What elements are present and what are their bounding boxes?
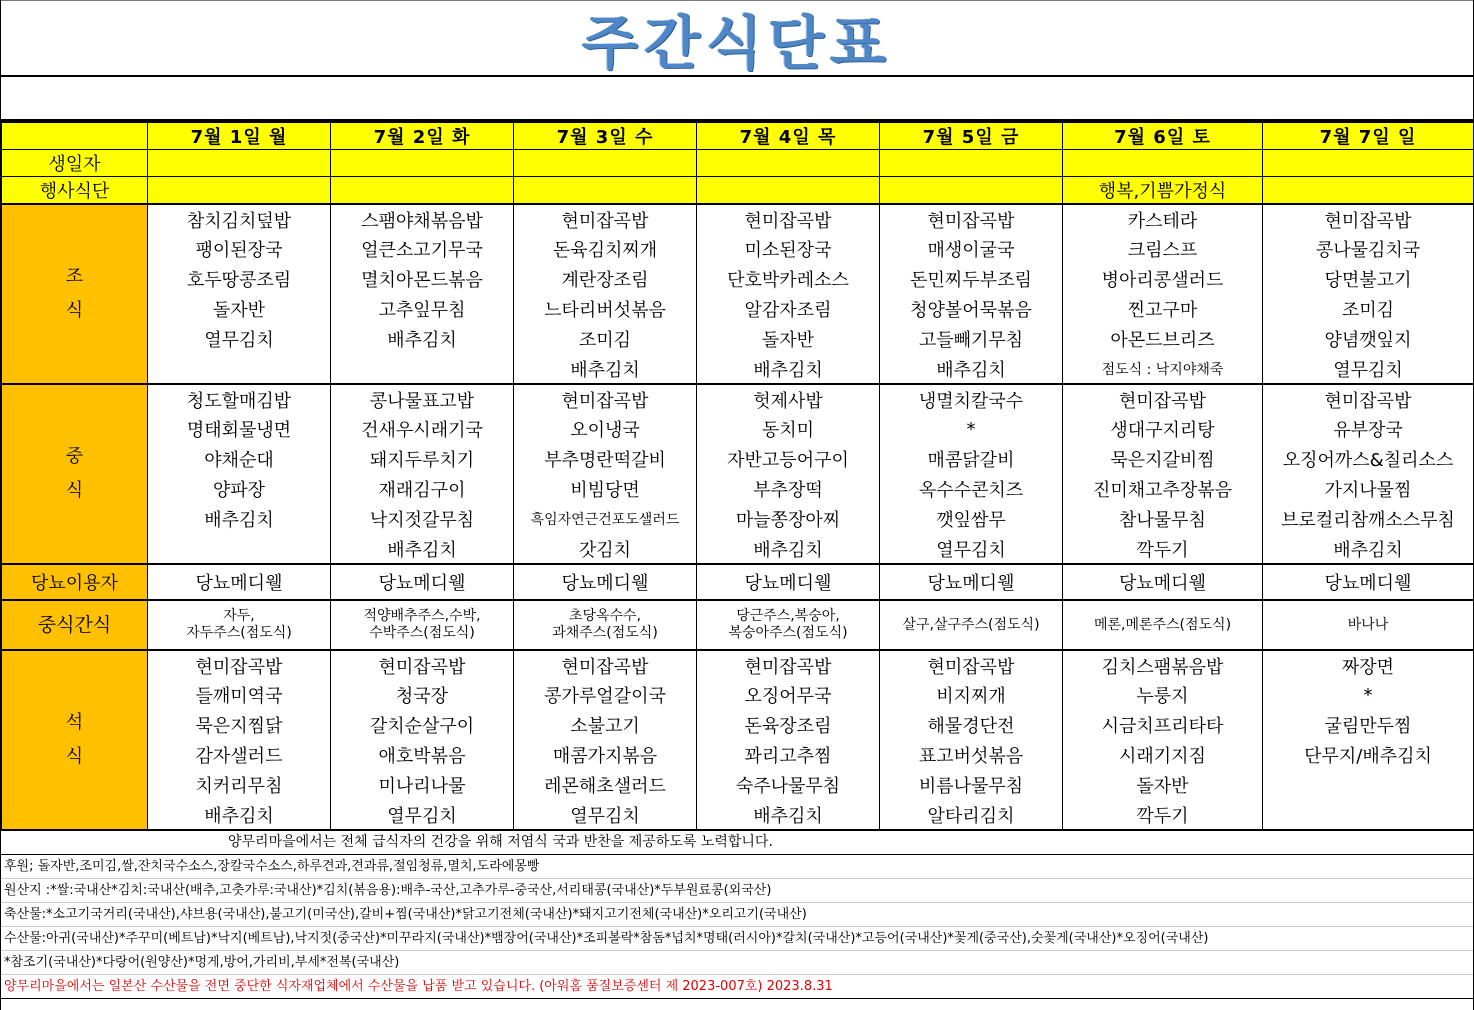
snack-line: 당근주스,복숭아, <box>736 608 840 624</box>
policy-note: 양무리마을에서는 전체 급식자의 건강을 위해 저염식 국과 반찬을 제공하도록 노력합니다. <box>1 831 1473 855</box>
menu-item: 콩나물김치국 <box>1263 234 1474 264</box>
menu-item: 배추김치 <box>331 324 514 354</box>
day-header: 7월 4일 목 <box>697 122 880 150</box>
snack-cell <box>331 600 514 650</box>
menu-item: 매콤닭갈비 <box>880 444 1063 474</box>
snack-line: 초당옥수수, <box>568 608 642 624</box>
menu-item: 돌자반 <box>1063 770 1263 800</box>
menu-item: 시래기지짐 <box>1063 740 1263 770</box>
event-row-cell <box>331 177 514 205</box>
diabetic-cell: 당뇨메디웰 <box>148 564 331 600</box>
menu-item: 누룽지 <box>1063 680 1263 710</box>
day-header: 7월 1일 월 <box>148 122 331 150</box>
menu-item: 묵은지갈비찜 <box>1063 444 1263 474</box>
menu-item <box>1263 800 1474 830</box>
snack-cell <box>514 600 697 650</box>
diabetic-cell: 당뇨메디웰 <box>880 564 1063 600</box>
day-header: 7월 2일 화 <box>331 122 514 150</box>
menu-item: 참나물무침 <box>1063 504 1263 534</box>
menu-item: * <box>1263 680 1474 710</box>
dinner-label: 석 식 <box>2 650 148 830</box>
breakfast-label: 조 식 <box>2 204 148 384</box>
menu-item: 크림스프 <box>1063 234 1263 264</box>
menu-item: 굴림만두찜 <box>1263 710 1474 740</box>
menu-item: 비빔당면 <box>514 474 697 504</box>
menu-item: 브로컬리참깨소스무침 <box>1263 504 1474 534</box>
menu-item: 마늘쫑장아찌 <box>697 504 880 534</box>
menu-item: 청국장 <box>331 680 514 710</box>
livestock-note: 축산물:*소고기국거리(국내산),샤브용(국내산),불고기(미국산),갈비+찜(국내산)*닭고기전체(국내산)*돼지고기전체(국내산)*오리고기(국내산) <box>1 903 1473 927</box>
snack-line: 과채주스(점도식) <box>552 625 658 641</box>
menu-item: 옥수수콘치즈 <box>880 474 1063 504</box>
menu-item: 오징어무국 <box>697 680 880 710</box>
menu-item: 유부장국 <box>1263 414 1474 444</box>
event-label: 행사식단 <box>2 177 148 205</box>
menu-item: 조미김 <box>514 324 697 354</box>
snack-cell <box>1263 600 1474 650</box>
menu-item: 돌자반 <box>697 324 880 354</box>
menu-item: 숙주나물무침 <box>697 770 880 800</box>
menu-item <box>148 354 331 384</box>
diabetic-cell: 당뇨메디웰 <box>514 564 697 600</box>
menu-item: 비름나물무침 <box>880 770 1063 800</box>
diabetic-cell: 당뇨메디웰 <box>1263 564 1474 600</box>
snack-line: 수박주스(점도식) <box>369 625 475 641</box>
menu-item: 양파장 <box>148 474 331 504</box>
menu-item: 스팸야채볶음밥 <box>331 204 514 234</box>
birthday-row-cell <box>1063 150 1263 177</box>
menu-item: 부추장떡 <box>697 474 880 504</box>
menu-item: 열무김치 <box>331 800 514 830</box>
day-header: 7월 7일 일 <box>1263 122 1474 150</box>
menu-item: 현미잡곡밥 <box>148 650 331 680</box>
menu-item: 배추김치 <box>514 354 697 384</box>
menu-item: 돈육장조림 <box>697 710 880 740</box>
menu-item: 현미잡곡밥 <box>514 650 697 680</box>
menu-item: 배추김치 <box>148 504 331 534</box>
menu-item: 얼큰소고기무국 <box>331 234 514 264</box>
menu-item: 해물경단전 <box>880 710 1063 740</box>
diabetic-cell: 당뇨메디웰 <box>1063 564 1263 600</box>
menu-item: 애호박볶음 <box>331 740 514 770</box>
menu-item: 시금치프리타타 <box>1063 710 1263 740</box>
snack-cell <box>880 600 1063 650</box>
event-row-cell: 행복,기쁨가정식 <box>1063 177 1263 205</box>
menu-item: 현미잡곡밥 <box>697 650 880 680</box>
menu-item: 배추김치 <box>1263 534 1474 564</box>
menu-item: 진미채고추장볶음 <box>1063 474 1263 504</box>
menu-item: 묵은지찜닭 <box>148 710 331 740</box>
menu-item: 깍두기 <box>1063 534 1263 564</box>
birthday-label: 생일자 <box>2 150 148 177</box>
menu-item: 현미잡곡밥 <box>514 204 697 234</box>
menu-item: 현미잡곡밥 <box>1063 384 1263 414</box>
menu-item: 들깨미역국 <box>148 680 331 710</box>
menu-item: 돈육김치찌개 <box>514 234 697 264</box>
menu-item: 느타리버섯볶음 <box>514 294 697 324</box>
menu-item: 알타리김치 <box>880 800 1063 830</box>
snack-label: 중식간식 <box>2 600 148 650</box>
menu-item: 배추김치 <box>148 800 331 830</box>
menu-item: 열무김치 <box>514 800 697 830</box>
birthday-row-cell <box>514 150 697 177</box>
menu-item: 소불고기 <box>514 710 697 740</box>
seafood-notice: 양무리마을에서는 일본산 수산물을 전면 중단한 식자재업체에서 수산물을 납품 받고 있습니다. (아워홈 품질보증센터 제 2023-007호) 2023.8.31 <box>1 975 1473 999</box>
menu-item: 생대구지리탕 <box>1063 414 1263 444</box>
menu-item: 콩나물표고밥 <box>331 384 514 414</box>
menu-item: 열무김치 <box>1263 354 1474 384</box>
menu-item: 단호박카레소스 <box>697 264 880 294</box>
snack-line: 복숭아주스(점도식) <box>728 625 848 641</box>
day-header: 7월 6일 토 <box>1063 122 1263 150</box>
birthday-row-cell <box>1263 150 1474 177</box>
menu-item: 낙지젓갈무침 <box>331 504 514 534</box>
menu-item: 오징어까스&칠리소스 <box>1263 444 1474 474</box>
menu-item: 현미잡곡밥 <box>697 204 880 234</box>
menu-item: 자반고등어구이 <box>697 444 880 474</box>
seafood-note: 수산물:아귀(국내산)*주꾸미(베트남)*낙지(베트남),낙지젓(중국산)*미꾸라지(국내산)*뱀장어(국내산)*조피볼락*참돔*넙치*명태(러시아)*갈치(국내산)*고등어(국내산)*꽃게(중국산),숫꽃게(국내산)*오징어(국내산) <box>1 927 1473 951</box>
menu-item: 배추김치 <box>880 354 1063 384</box>
origin-note: 원산지 :*쌀:국내산*김치:국내산(배추,고춧가루:국내산)*김치(볶음용):배추-국산,고추가루-중국산,서리태콩(국내산)*두부원료콩(외국산) <box>1 879 1473 903</box>
menu-item: 가지나물찜 <box>1263 474 1474 504</box>
menu-item <box>1263 770 1474 800</box>
menu-item: 치커리무침 <box>148 770 331 800</box>
event-row-cell <box>697 177 880 205</box>
page-title: 주간식단표 <box>581 9 893 77</box>
weekly-menu-table <box>1 121 1474 831</box>
menu-item: 찐고구마 <box>1063 294 1263 324</box>
menu-item: 오이냉국 <box>514 414 697 444</box>
menu-item: 부추명란떡갈비 <box>514 444 697 474</box>
menu-item: 레몬해초샐러드 <box>514 770 697 800</box>
menu-item: 현미잡곡밥 <box>331 650 514 680</box>
menu-item: * <box>880 414 1063 444</box>
menu-item: 콩가루얼갈이국 <box>514 680 697 710</box>
menu-item: 깻잎쌈무 <box>880 504 1063 534</box>
menu-item: 배추김치 <box>697 534 880 564</box>
menu-item: 카스테라 <box>1063 204 1263 234</box>
day-header: 7월 3일 수 <box>514 122 697 150</box>
diabetic-cell: 당뇨메디웰 <box>331 564 514 600</box>
lunch-label: 중 식 <box>2 384 148 564</box>
menu-item: 계란장조림 <box>514 264 697 294</box>
menu-item: 현미잡곡밥 <box>880 204 1063 234</box>
menu-item: 열무김치 <box>148 324 331 354</box>
title-bar <box>1 0 1473 77</box>
event-row-cell <box>1263 177 1474 205</box>
sponsor-note: 후원; 돌자반,조미김,쌀,잔치국수소스,장칼국수소스,하루견과,견과류,절임청류,멸치,도라에몽빵 <box>1 855 1473 879</box>
menu-item: 헛제사밥 <box>697 384 880 414</box>
birthday-row-cell <box>331 150 514 177</box>
menu-item: 배추김치 <box>697 354 880 384</box>
menu-item: 흑임자연근건포도샐러드 <box>514 504 697 534</box>
menu-item: 고들빼기무침 <box>880 324 1063 354</box>
menu-item: 갈치순살구이 <box>331 710 514 740</box>
birthday-row-cell <box>148 150 331 177</box>
menu-item: 매생이굴국 <box>880 234 1063 264</box>
menu-item: 팽이된장국 <box>148 234 331 264</box>
menu-item: 갓김치 <box>514 534 697 564</box>
menu-item: 표고버섯볶음 <box>880 740 1063 770</box>
header-corner <box>2 122 148 150</box>
menu-item: 당면불고기 <box>1263 264 1474 294</box>
menu-item: 조미김 <box>1263 294 1474 324</box>
event-row-cell <box>880 177 1063 205</box>
menu-item: 호두땅콩조림 <box>148 264 331 294</box>
notes-section <box>1 831 1473 999</box>
menu-item: 청양볼어묵볶음 <box>880 294 1063 324</box>
diabetic-cell: 당뇨메디웰 <box>697 564 880 600</box>
menu-item: 돈민찌두부조림 <box>880 264 1063 294</box>
menu-item: 매콤가지볶음 <box>514 740 697 770</box>
menu-item: 참치김치덮밥 <box>148 204 331 234</box>
menu-item: 현미잡곡밥 <box>1263 384 1474 414</box>
blank-row <box>1 77 1473 121</box>
menu-item: 알감자조림 <box>697 294 880 324</box>
menu-item: 점도식 : 낙지야채죽 <box>1063 354 1263 384</box>
menu-item: 꽈리고추찜 <box>697 740 880 770</box>
menu-item: 건새우시래기국 <box>331 414 514 444</box>
menu-item: 동치미 <box>697 414 880 444</box>
menu-item: 현미잡곡밥 <box>514 384 697 414</box>
menu-item: 비지찌개 <box>880 680 1063 710</box>
menu-item: 깍두기 <box>1063 800 1263 830</box>
snack-line: 자두주스(점도식) <box>186 625 292 641</box>
menu-item <box>331 354 514 384</box>
menu-item: 아몬드브리즈 <box>1063 324 1263 354</box>
menu-item: 재래김구이 <box>331 474 514 504</box>
menu-item: 김치스팸볶음밥 <box>1063 650 1263 680</box>
snack-cell <box>148 600 331 650</box>
menu-item: 냉멸치칼국수 <box>880 384 1063 414</box>
menu-item: 열무김치 <box>880 534 1063 564</box>
event-row-cell <box>148 177 331 205</box>
snack-line: 메론,메론주스(점도식) <box>1093 616 1232 633</box>
snack-cell <box>697 600 880 650</box>
menu-item: 배추김치 <box>697 800 880 830</box>
menu-item: 청도할매김밥 <box>148 384 331 414</box>
menu-item: 짜장면 <box>1263 650 1474 680</box>
snack-line: 적양배추주스,수박, <box>363 608 481 624</box>
menu-item: 현미잡곡밥 <box>880 650 1063 680</box>
menu-item: 미소된장국 <box>697 234 880 264</box>
menu-item: 미나리나물 <box>331 770 514 800</box>
menu-item: 멸치아몬드볶음 <box>331 264 514 294</box>
menu-item: 단무지/배추김치 <box>1263 740 1474 770</box>
snack-cell <box>1063 600 1263 650</box>
snack-line: 자두, <box>223 608 255 624</box>
menu-item: 명태회물냉면 <box>148 414 331 444</box>
menu-item <box>148 534 331 564</box>
diabetic-label: 당뇨이용자 <box>2 564 148 600</box>
menu-item: 현미잡곡밥 <box>1263 204 1474 234</box>
birthday-row-cell <box>880 150 1063 177</box>
menu-item: 양념깻잎지 <box>1263 324 1474 354</box>
other-origin-note: *참조기(국내산)*다랑어(원양산)*멍게,방어,가리비,부세*전복(국내산) <box>1 951 1473 975</box>
menu-item: 돼지두루치기 <box>331 444 514 474</box>
menu-item: 고추잎무침 <box>331 294 514 324</box>
snack-line: 살구,살구주스(점도식) <box>902 616 1040 633</box>
birthday-row-cell <box>697 150 880 177</box>
snack-line: 바나나 <box>1347 616 1389 633</box>
day-header: 7월 5일 금 <box>880 122 1063 150</box>
event-row-cell <box>514 177 697 205</box>
menu-item: 야채순대 <box>148 444 331 474</box>
menu-item: 배추김치 <box>331 534 514 564</box>
menu-item: 감자샐러드 <box>148 740 331 770</box>
menu-item: 병아리콩샐러드 <box>1063 264 1263 294</box>
menu-item: 돌자반 <box>148 294 331 324</box>
